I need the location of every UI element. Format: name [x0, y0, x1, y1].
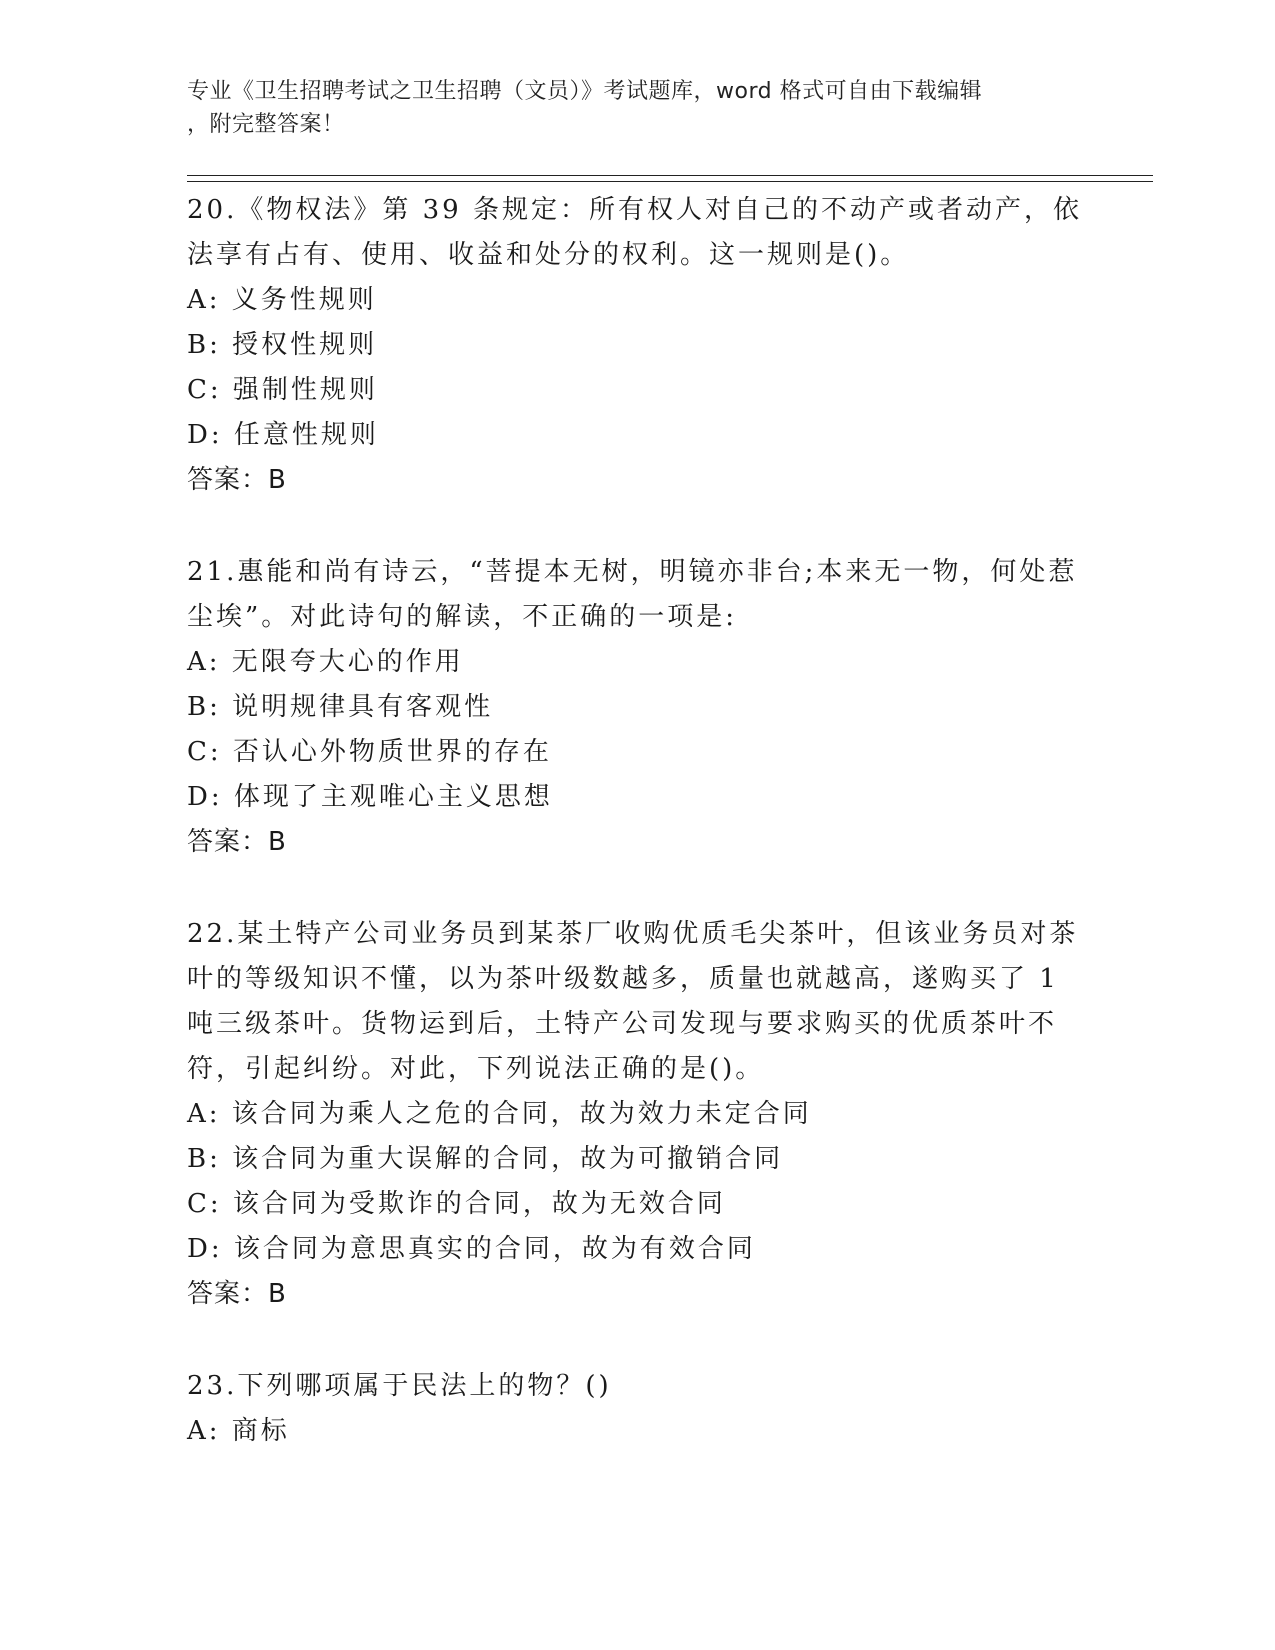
question-list	[187, 188, 1087, 1501]
answer-line: 答案：B	[187, 1279, 287, 1309]
header-rule-top	[187, 175, 1153, 176]
question-stem: 22.某土特产公司业务员到某茶厂收购优质毛尖茶叶，但该业务员对茶叶的等级知识不懂，以为茶叶级数越多，质量也就越高，遂购买了 1 吨三级茶叶。货物运到后，土特产公司发现与要求购买的优质茶叶不符，引起纠纷。对此，下列说法正确的是()。	[187, 919, 1079, 1084]
question-22	[187, 912, 1087, 1317]
option-d: D: 该合同为意思真实的合同，故为有效合同	[187, 1234, 756, 1264]
question-stem: 21.惠能和尚有诗云，“菩提本无树，明镜亦非台;本来无一物，何处惹尘埃”。对此诗句的解读，不正确的一项是:	[187, 557, 1078, 632]
document-header	[187, 75, 1067, 141]
option-a: A: 无限夸大心的作用	[187, 647, 464, 677]
answer-line: 答案：B	[187, 827, 287, 857]
question-21	[187, 550, 1087, 865]
option-b: B: 说明规律具有客观性	[187, 692, 494, 722]
header-rule-bottom	[187, 181, 1153, 182]
question-20	[187, 188, 1087, 503]
header-line-2: ，附完整答案！	[187, 112, 345, 137]
option-b: B: 授权性规则	[187, 330, 378, 360]
option-a: A: 该合同为乘人之危的合同，故为效力未定合同	[187, 1099, 812, 1129]
option-d: D: 体现了主观唯心主义思想	[187, 782, 553, 812]
option-c: C: 否认心外物质世界的存在	[187, 737, 552, 767]
option-a: A: 义务性规则	[187, 285, 377, 315]
question-stem: 23.下列哪项属于民法上的物？()	[187, 1371, 612, 1401]
answer-line: 答案：B	[187, 465, 287, 495]
header-line-1: 专业《卫生招聘考试之卫生招聘（文员）》考试题库，word 格式可自由下载编辑	[187, 79, 983, 104]
option-c: C: 该合同为受欺诈的合同，故为无效合同	[187, 1189, 726, 1219]
question-stem: 20.《物权法》第 39 条规定：所有权人对自己的不动产或者动产，依法享有占有、使用、收益和处分的权利。这一规则是()。	[187, 195, 1082, 270]
option-d: D: 任意性规则	[187, 420, 379, 450]
option-b: B: 该合同为重大误解的合同，故为可撤销合同	[187, 1144, 784, 1174]
question-23	[187, 1364, 1087, 1454]
option-c: C: 强制性规则	[187, 375, 378, 405]
option-a: A: 商标	[187, 1416, 290, 1446]
